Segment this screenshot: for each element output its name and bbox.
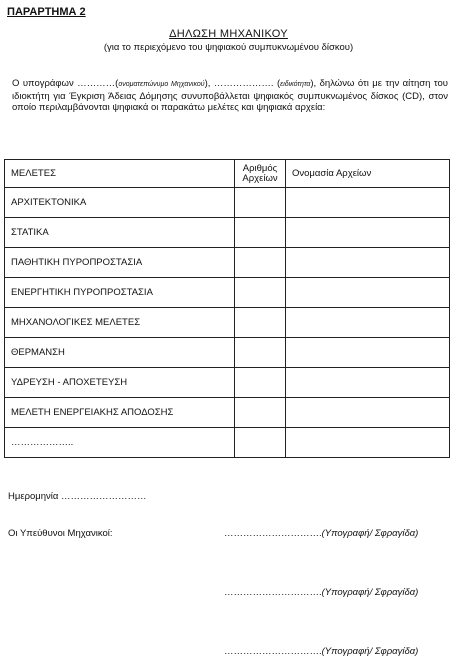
table-row: [5, 188, 450, 218]
study-name: ΕΝΕΡΓΗΤΙΚΗ ΠΥΡΟΠΡΟΣΤΑΣΙΑ: [5, 278, 235, 308]
signature-role: (Υπογραφή/ Σφραγίδα): [321, 646, 419, 657]
table-row: [5, 248, 450, 278]
engineers-label: Οι Υπεύθυνοι Μηχανικοί:: [8, 528, 113, 539]
signature-line: ………………………….: [224, 646, 322, 657]
file-names-cell[interactable]: [286, 428, 450, 458]
table-row: [5, 278, 450, 308]
file-count-cell[interactable]: [235, 218, 286, 248]
file-count-cell[interactable]: [235, 278, 286, 308]
file-count-cell[interactable]: [235, 308, 286, 338]
study-name: ΥΔΡΕΥΣΗ - ΑΠΟΧΕΤΕΥΣΗ: [5, 368, 235, 398]
header-file-count: Αριθμός Αρχείων: [235, 160, 286, 188]
signature-line: ………………………….: [224, 528, 322, 539]
study-name: ΑΡΧΙΤΕΚΤΟΝΙΚΑ: [5, 188, 235, 218]
signature-role: (Υπογραφή/ Σφραγίδα): [321, 587, 419, 598]
signature-block[interactable]: [224, 528, 418, 539]
document-title: ΔΗΛΩΣΗ ΜΗΧΑΝΙΚΟΥ: [169, 28, 288, 40]
study-name: ΠΑΘΗΤΙΚΗ ΠΥΡΟΠΡΟΣΤΑΣΙΑ: [5, 248, 235, 278]
file-count-cell[interactable]: [235, 428, 286, 458]
study-name: ΜΗΧΑΝΟΛΟΓΙΚΕΣ ΜΕΛΕΤΕΣ: [5, 308, 235, 338]
declaration-part-3: ), δηλώνω ότι με την αίτηση του ιδιοκτήτη για Έγκριση Άδειας Δόμησης συνυποβάλλεται ψηφιακός συμπυκνωμένος δίσκος (CD), στον οποίο περιλαμβάνονται ψηφιακά οι παρακάτω μελέτες και ψηφιακά αρχεία:: [12, 78, 448, 113]
study-name: ΜΕΛΕΤΗ ΕΝΕΡΓΕΙΑΚΗΣ ΑΠΟΔΟΣΗΣ: [5, 398, 235, 428]
table-row: [5, 218, 450, 248]
declaration-part-2: ), ………………. (: [204, 78, 281, 89]
file-names-cell[interactable]: [286, 308, 450, 338]
specialty-hint: ειδικότητα: [280, 81, 311, 88]
declaration-paragraph: [12, 78, 448, 114]
file-names-cell[interactable]: [286, 338, 450, 368]
file-count-cell[interactable]: [235, 398, 286, 428]
file-count-cell[interactable]: [235, 368, 286, 398]
file-names-cell[interactable]: [286, 278, 450, 308]
annex-label: ΠΑΡΑΡΤΗΜΑ 2: [7, 6, 86, 18]
file-count-cell[interactable]: [235, 188, 286, 218]
table-header-row: [5, 160, 450, 188]
file-names-cell[interactable]: [286, 218, 450, 248]
table-row: [5, 368, 450, 398]
file-count-cell[interactable]: [235, 338, 286, 368]
signature-block[interactable]: [224, 646, 418, 657]
study-name: ΣΤΑΤΙΚΑ: [5, 218, 235, 248]
study-name: ΘΕΡΜΑΝΣΗ: [5, 338, 235, 368]
file-names-cell[interactable]: [286, 188, 450, 218]
table-row: [5, 428, 450, 458]
date-field[interactable]: Ημερομηνία ………………………: [8, 491, 147, 502]
table-row: [5, 308, 450, 338]
table-row: [5, 398, 450, 428]
signature-role: (Υπογραφή/ Σφραγίδα): [321, 528, 419, 539]
study-name-blank[interactable]: ………………..: [5, 428, 235, 458]
table-row: [5, 338, 450, 368]
file-count-cell[interactable]: [235, 248, 286, 278]
signature-block[interactable]: [224, 587, 418, 598]
studies-table: [4, 159, 450, 458]
signature-line: ………………………….: [224, 587, 322, 598]
file-names-cell[interactable]: [286, 398, 450, 428]
file-names-cell[interactable]: [286, 368, 450, 398]
file-names-cell[interactable]: [286, 248, 450, 278]
declaration-part-1: Ο υπογράφων …………(: [12, 78, 119, 89]
header-studies: ΜΕΛΕΤΕΣ: [5, 160, 235, 188]
header-file-names: Ονομασία Αρχείων: [286, 160, 450, 188]
engineer-name-hint: ονοματεπώνυμο Μηχανικού: [118, 81, 205, 88]
document-subtitle: (για το περιεχόμενο του ψηφιακού συμπυκνωμένου δίσκου): [103, 42, 354, 53]
